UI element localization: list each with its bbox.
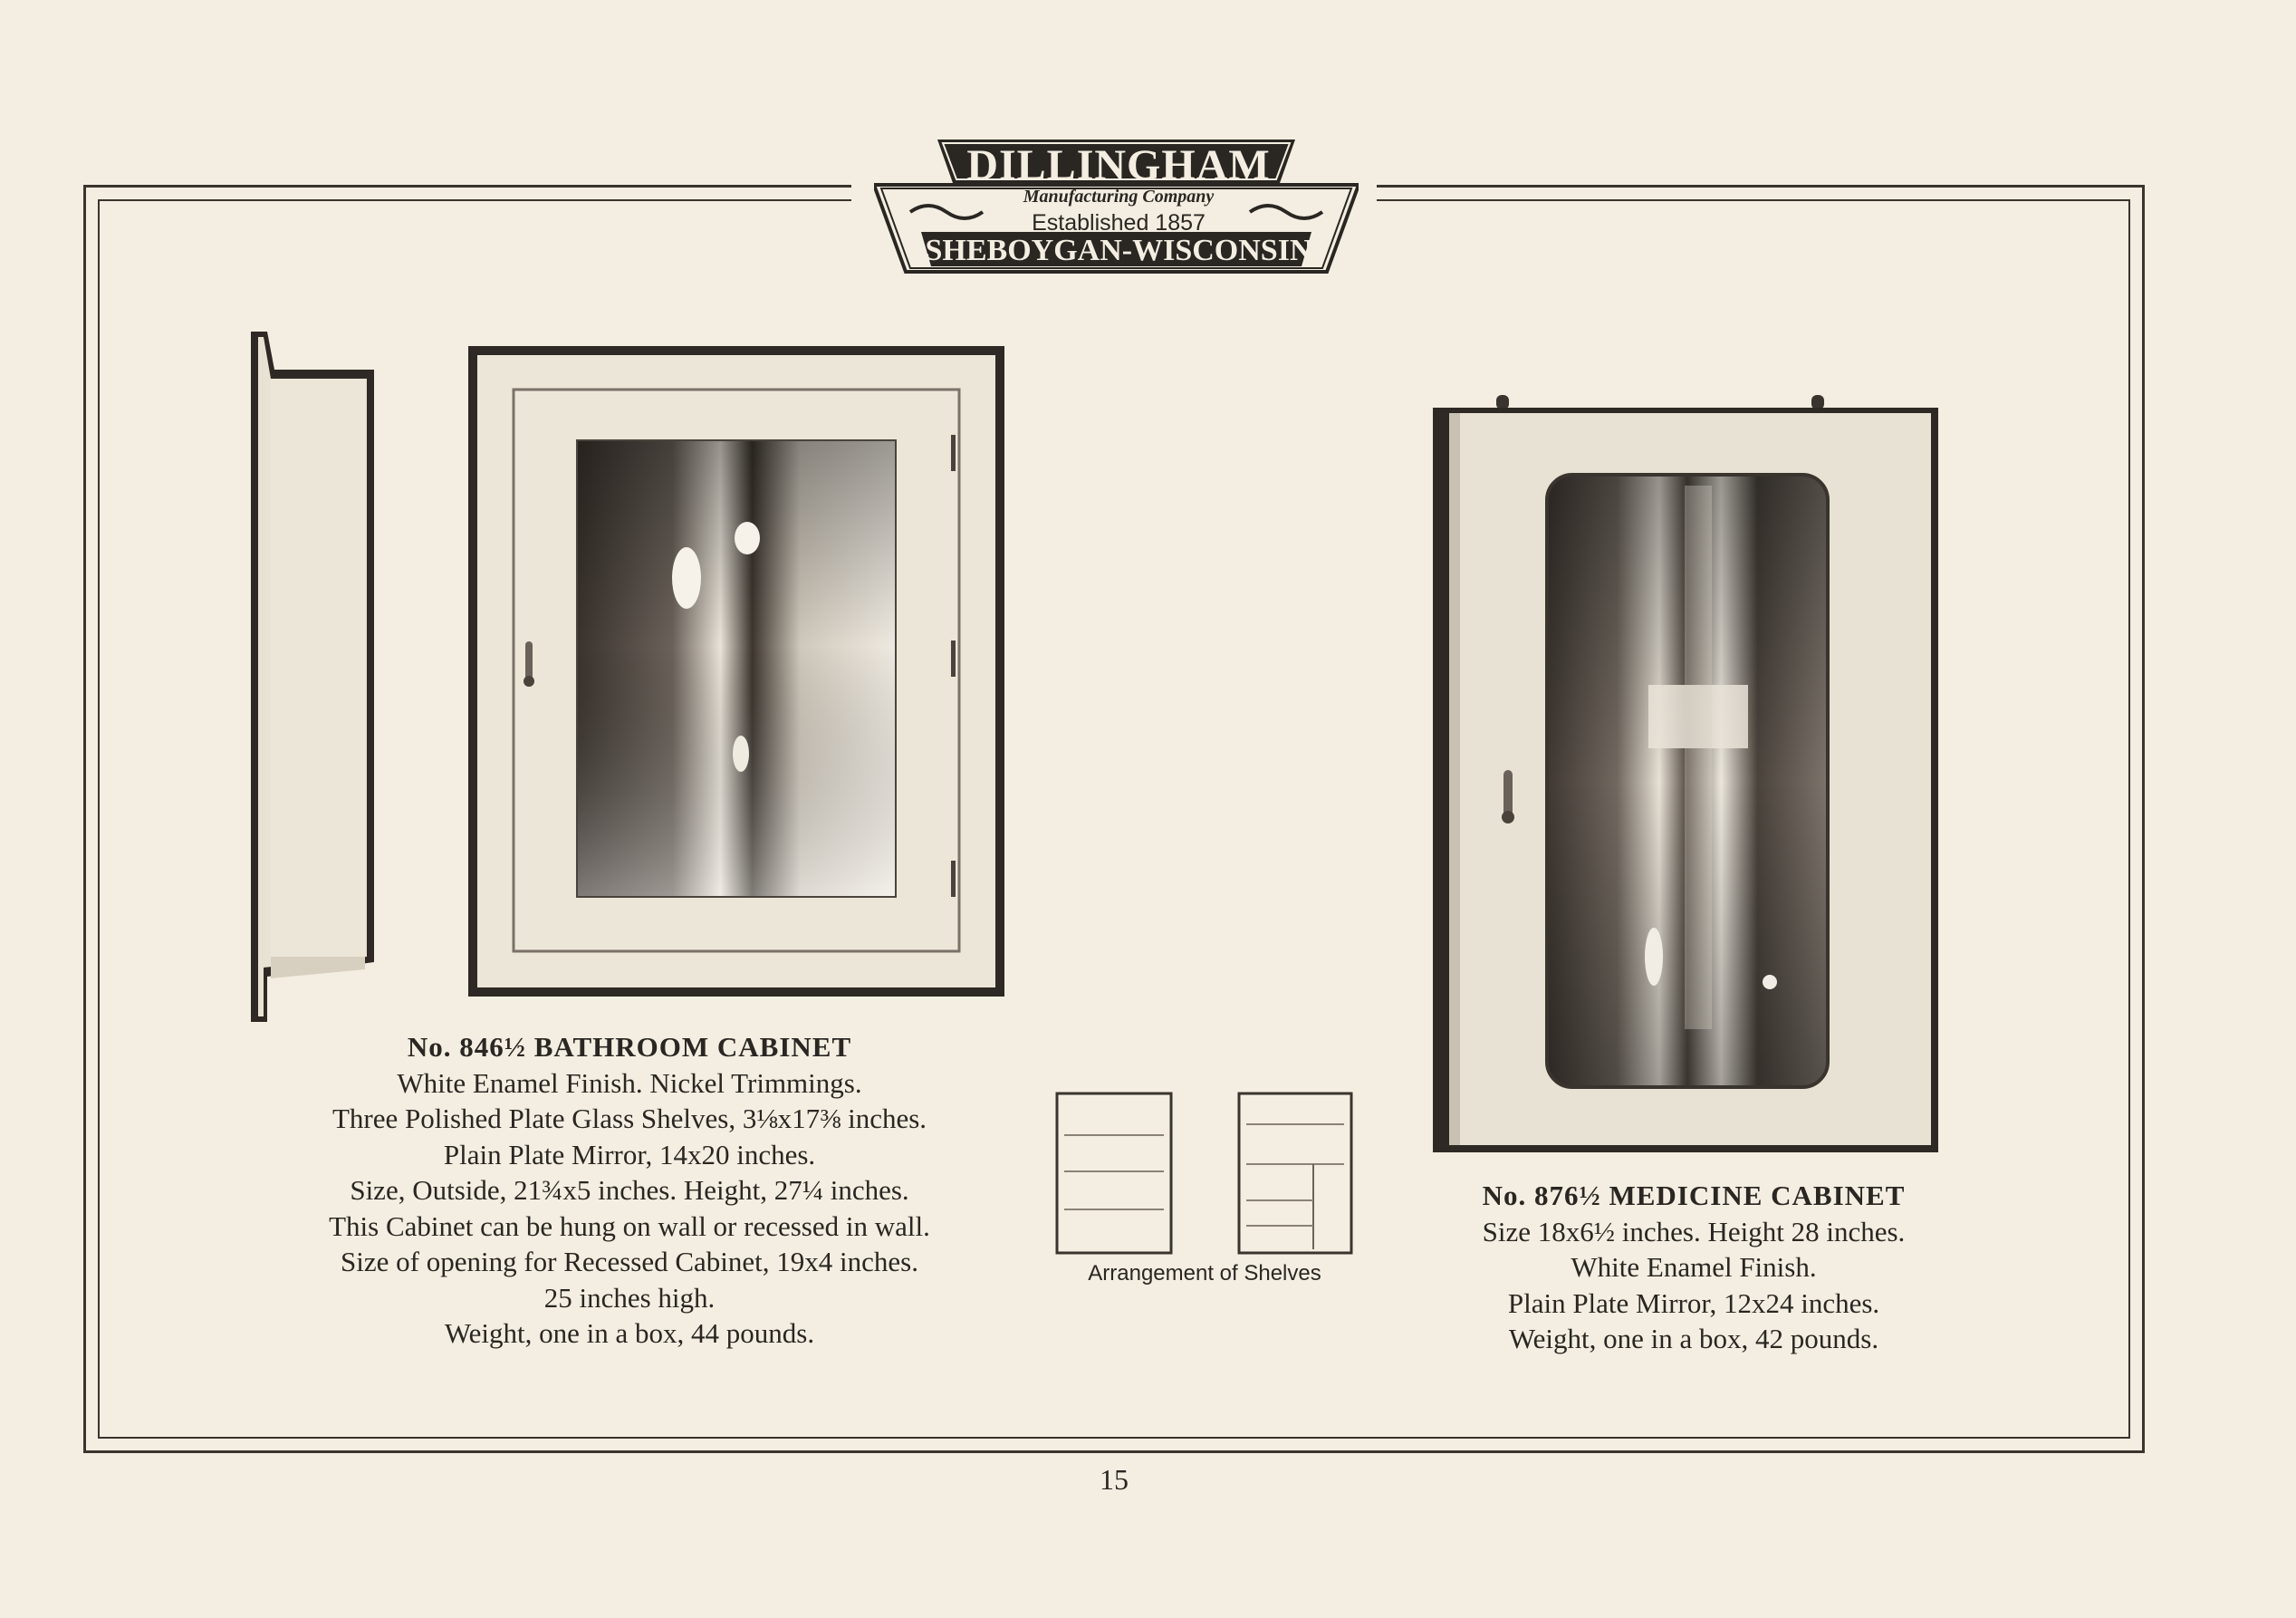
bathroom-cabinet-line: Size of opening for Recessed Cabinet, 19x4 inches. [341, 1246, 918, 1277]
shelf-arrangement-diagram-a [1055, 1092, 1173, 1255]
medicine-cabinet-view [1431, 395, 1940, 1154]
logo-company-sub: Manufacturing Company [1023, 187, 1215, 207]
page-number: 15 [1100, 1463, 1129, 1496]
medicine-cabinet-line: Size 18x6½ inches. Height 28 inches. [1482, 1215, 1906, 1247]
medicine-cabinet-line: Weight, one in a box, 42 pounds. [1508, 1323, 1879, 1354]
bathroom-cabinet-line: Three Polished Plate Glass Shelves, 3⅛x17⅜ inches. [331, 1103, 927, 1134]
bathroom-cabinet-caption [254, 1029, 1005, 1352]
logo-location: SHEBOYGAN-WISCONSIN [925, 234, 1312, 267]
medicine-cabinet-caption [1386, 1178, 2002, 1357]
bathroom-cabinet-front-view [466, 344, 1006, 998]
bathroom-cabinet-title: No. 846½ BATHROOM CABINET [407, 1031, 852, 1063]
medicine-cabinet-title: No. 876½ MEDICINE CABINET [1482, 1180, 1906, 1211]
bathroom-cabinet-line: Plain Plate Mirror, 14x20 inches. [443, 1138, 816, 1170]
bathroom-cabinet-side-view [231, 328, 378, 1026]
bathroom-cabinet-line: Size, Outside, 21¾x5 inches. Height, 27¼ inches. [350, 1174, 909, 1206]
medicine-cabinet-line: Plain Plate Mirror, 12x24 inches. [1507, 1286, 1880, 1319]
shelf-arrangement-diagram-b [1237, 1092, 1353, 1255]
bathroom-cabinet-line: Weight, one in a box, 44 pounds. [444, 1317, 815, 1349]
logo-established: Established 1857 [1032, 210, 1206, 236]
bathroom-cabinet-line: White Enamel Finish. Nickel Trimmings. [397, 1066, 862, 1099]
bathroom-cabinet-line: 25 inches high. [543, 1281, 716, 1314]
shelf-arrangement-label: Arrangement of Shelves [1088, 1261, 1321, 1286]
medicine-cabinet-line: White Enamel Finish. [1571, 1251, 1817, 1283]
bathroom-cabinet-line: This Cabinet can be hung on wall or recessed in wall. [329, 1209, 930, 1242]
logo-company-name: DILLINGHAM [966, 141, 1271, 189]
